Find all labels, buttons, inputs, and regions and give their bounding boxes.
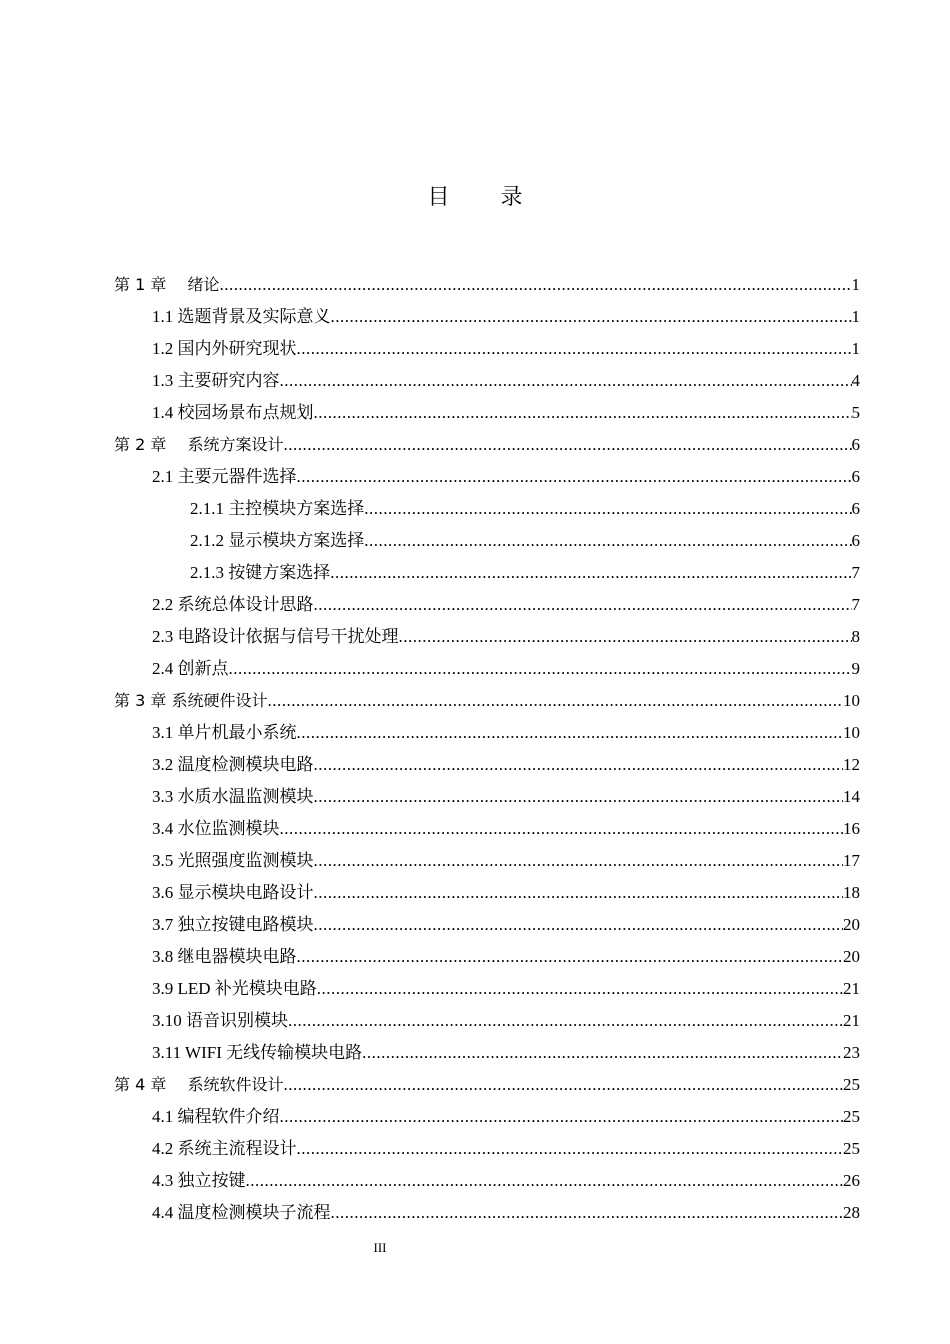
toc-entry-page: 7: [851, 595, 860, 614]
toc-section-entry[interactable]: [114, 1165, 860, 1197]
toc-entry-page: 28: [843, 1203, 860, 1222]
toc-dot-leader: [331, 301, 852, 333]
toc-dot-leader: [314, 589, 852, 621]
toc-entry-page: 10: [843, 723, 860, 742]
toc-entry-label: 3.5 光照强度监测模块: [152, 851, 314, 870]
toc-entry-label: 3.9 LED 补光模块电路: [152, 979, 317, 998]
toc-dot-leader: [364, 493, 851, 525]
toc-entry-label: 1.4 校园场景布点规划: [152, 403, 314, 422]
toc-section-entry[interactable]: [114, 877, 860, 909]
toc-dot-leader: [229, 653, 852, 685]
toc-entry-label: 2.1.1 主控模块方案选择: [190, 499, 365, 518]
toc-dot-leader: [297, 333, 852, 365]
toc-entry-label: 3.8 继电器模块电路: [152, 947, 297, 966]
toc-dot-leader: [297, 717, 844, 749]
toc-section-entry[interactable]: [114, 909, 860, 941]
toc-entry-label: 2.2 系统总体设计思路: [152, 595, 314, 614]
table-of-contents: [114, 269, 860, 1229]
toc-dot-leader: [297, 1133, 844, 1165]
toc-dot-leader: [219, 269, 851, 301]
toc-entry-label: 第 4 章 系统软件设计: [114, 1075, 284, 1094]
toc-entry-page: 4: [851, 371, 860, 390]
toc-section-entry[interactable]: [114, 1197, 860, 1229]
toc-section-entry[interactable]: [114, 749, 860, 781]
toc-entry-page: 20: [843, 947, 860, 966]
page-number: III: [373, 1240, 387, 1255]
toc-entry-page: 6: [851, 531, 860, 550]
toc-dot-leader: [314, 909, 844, 941]
toc-entry-label: 4.2 系统主流程设计: [152, 1139, 297, 1158]
toc-section-entry[interactable]: [114, 941, 860, 973]
toc-section-entry[interactable]: [114, 461, 860, 493]
toc-dot-leader: [297, 941, 844, 973]
page-title: 目 录: [427, 185, 545, 210]
toc-entry-label: 2.3 电路设计依据与信号干扰处理: [152, 627, 399, 646]
toc-entry-label: 2.1.3 按键方案选择: [190, 563, 331, 582]
toc-entry-label: 3.1 单片机最小系统: [152, 723, 297, 742]
toc-section-entry[interactable]: [114, 1133, 860, 1165]
toc-entry-label: 3.6 显示模块电路设计: [152, 883, 314, 902]
toc-entry-page: 21: [843, 1011, 860, 1030]
toc-entry-page: 23: [843, 1043, 860, 1062]
toc-dot-leader: [317, 973, 843, 1005]
toc-dot-leader: [364, 525, 851, 557]
toc-entry-page: 6: [851, 467, 860, 486]
toc-entry-page: 1: [851, 339, 860, 358]
toc-entry-page: 17: [843, 851, 860, 870]
toc-entry-page: 16: [843, 819, 860, 838]
toc-entry-label: 3.2 温度检测模块电路: [152, 755, 314, 774]
toc-chapter-entry[interactable]: [114, 269, 860, 301]
toc-entry-page: 6: [851, 499, 860, 518]
toc-entry-page: 20: [843, 915, 860, 934]
toc-entry-label: 3.4 水位监测模块: [152, 819, 280, 838]
toc-section-entry[interactable]: [114, 621, 860, 653]
toc-entry-label: 第 2 章 系统方案设计: [114, 435, 284, 454]
toc-dot-leader: [314, 877, 844, 909]
toc-entry-page: 5: [851, 403, 860, 422]
toc-section-entry[interactable]: [114, 717, 860, 749]
toc-dot-leader: [314, 845, 844, 877]
toc-entry-page: 1: [851, 307, 860, 326]
toc-dot-leader: [280, 365, 852, 397]
toc-entry-page: 8: [851, 627, 860, 646]
toc-entry-page: 1: [851, 275, 860, 294]
toc-dot-leader: [297, 461, 852, 493]
toc-section-entry[interactable]: [114, 365, 860, 397]
toc-dot-leader: [314, 749, 844, 781]
toc-entry-label: 3.11 WIFI 无线传输模块电路: [152, 1043, 363, 1062]
toc-entry-page: 26: [843, 1171, 860, 1190]
toc-entry-page: 18: [843, 883, 860, 902]
toc-entry-page: 25: [843, 1139, 860, 1158]
toc-dot-leader: [314, 781, 844, 813]
toc-entry-page: 7: [851, 563, 860, 582]
toc-section-entry[interactable]: [114, 1005, 860, 1037]
toc-dot-leader: [331, 1197, 844, 1229]
toc-entry-page: 25: [843, 1075, 860, 1094]
toc-section-entry[interactable]: [114, 1101, 860, 1133]
toc-dot-leader: [267, 685, 843, 717]
toc-entry-page: 6: [851, 435, 860, 454]
toc-entry-label: 4.3 独立按键: [152, 1171, 246, 1190]
toc-dot-leader: [330, 557, 851, 589]
toc-section-entry[interactable]: [114, 653, 860, 685]
toc-entry-label: 3.7 独立按键电路模块: [152, 915, 314, 934]
toc-entry-label: 4.4 温度检测模块子流程: [152, 1203, 331, 1222]
toc-section-entry[interactable]: [114, 301, 860, 333]
toc-dot-leader: [362, 1037, 843, 1069]
toc-chapter-entry[interactable]: [114, 429, 860, 461]
toc-section-entry[interactable]: [114, 557, 860, 589]
toc-dot-leader: [283, 429, 851, 461]
toc-section-entry[interactable]: [114, 781, 860, 813]
toc-section-entry[interactable]: [114, 845, 860, 877]
toc-entry-label: 第 3 章 系统硬件设计: [114, 691, 268, 710]
toc-chapter-entry[interactable]: [114, 685, 860, 717]
toc-entry-page: 25: [843, 1107, 860, 1126]
toc-entry-label: 3.3 水质水温监测模块: [152, 787, 314, 806]
toc-section-entry[interactable]: [114, 333, 860, 365]
toc-entry-label: 1.2 国内外研究现状: [152, 339, 297, 358]
toc-entry-page: 9: [851, 659, 860, 678]
toc-section-entry[interactable]: [114, 525, 860, 557]
toc-section-entry[interactable]: [114, 813, 860, 845]
toc-entry-label: 第 1 章 绪论: [114, 275, 220, 294]
toc-entry-label: 2.1 主要元器件选择: [152, 467, 297, 486]
toc-dot-leader: [314, 397, 852, 429]
toc-entry-page: 21: [843, 979, 860, 998]
toc-chapter-entry[interactable]: [114, 1069, 860, 1101]
toc-section-entry[interactable]: [114, 493, 860, 525]
toc-dot-leader: [283, 1069, 843, 1101]
toc-entry-label: 4.1 编程软件介绍: [152, 1107, 280, 1126]
toc-entry-page: 12: [843, 755, 860, 774]
toc-entry-label: 2.1.2 显示模块方案选择: [190, 531, 365, 550]
toc-entry-label: 2.4 创新点: [152, 659, 229, 678]
toc-dot-leader: [288, 1005, 843, 1037]
toc-dot-leader: [246, 1165, 844, 1197]
toc-entry-page: 10: [843, 691, 860, 710]
toc-entry-label: 3.10 语音识别模块: [152, 1011, 288, 1030]
toc-entry-page: 14: [843, 787, 860, 806]
toc-section-entry[interactable]: [114, 589, 860, 621]
toc-entry-label: 1.3 主要研究内容: [152, 371, 280, 390]
toc-section-entry[interactable]: [114, 397, 860, 429]
toc-section-entry[interactable]: [114, 1037, 860, 1069]
toc-dot-leader: [280, 1101, 844, 1133]
toc-section-entry[interactable]: [114, 973, 860, 1005]
toc-dot-leader: [280, 813, 844, 845]
toc-dot-leader: [399, 621, 852, 653]
toc-entry-label: 1.1 选题背景及实际意义: [152, 307, 331, 326]
